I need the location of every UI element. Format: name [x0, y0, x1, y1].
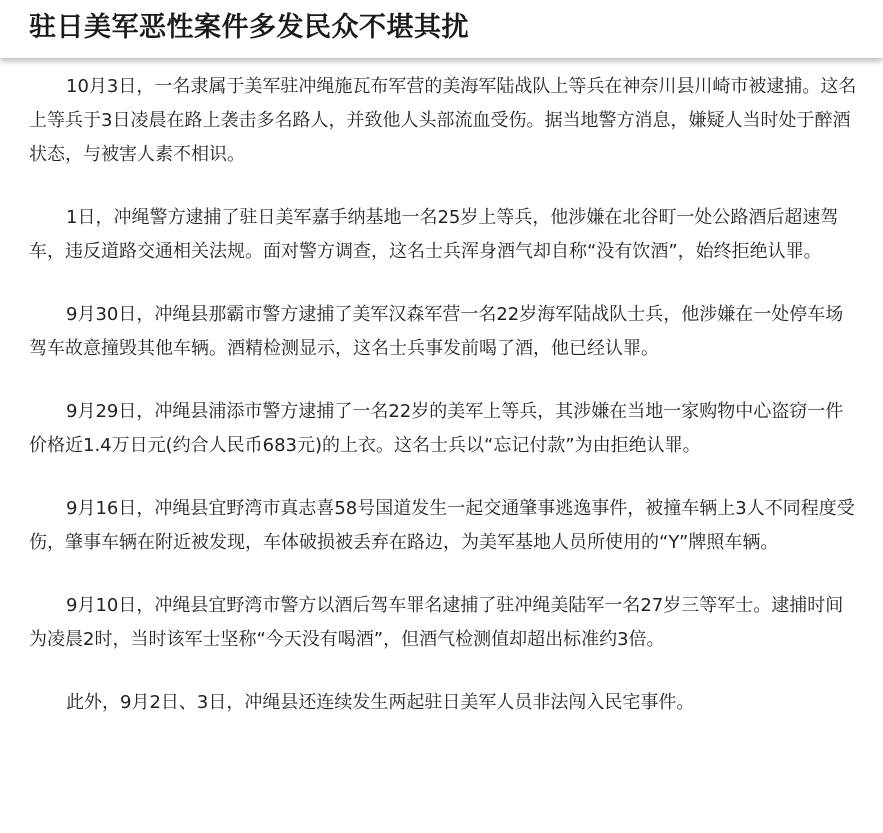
article-paragraph: 9月10日，冲绳县宜野湾市警方以酒后驾车罪名逮捕了驻冲绳美陆军一名27岁三等军士。逮捕时间为凌晨2时，当时该军士坚称“今天没有喝酒”，但酒气检测值却超出标准约3倍。: [29, 595, 844, 650]
article-header: [0, 0, 883, 58]
article-paragraph: 1日，冲绳警方逮捕了驻日美军嘉手纳基地一名25岁上等兵，他涉嫌在北谷町一处公路酒后超速驾车，违反道路交通相关法规。面对警方调查，这名士兵浑身酒气却自称“没有饮酒”，始终拒绝认罪。: [29, 207, 839, 262]
article-paragraph: 9月16日，冲绳县宜野湾市真志喜58号国道发生一起交通肇事逃逸事件，被撞车辆上3人不同程度受伤，肇事车辆在附近被发现，车体破损被丢弃在路边，为美军基地人员所使用的“Y”牌照车辆。: [29, 498, 855, 553]
article-paragraph: 9月29日，冲绳县浦添市警方逮捕了一名22岁的美军上等兵，其涉嫌在当地一家购物中心盗窃一件价格近1.4万日元(约合人民币683元)的上衣。这名士兵以“忘记付款”为由拒绝认罪。: [29, 401, 844, 456]
article-paragraph: 此外，9月2日、3日，冲绳县还连续发生两起驻日美军人员非法闯入民宅事件。: [66, 692, 695, 713]
article-paragraph: 10月3日，一名隶属于美军驻冲绳施瓦布军营的美海军陆战队上等兵在神奈川县川崎市被逮捕。这名上等兵于3日凌晨在路上袭击多名路人，并致他人头部流血受伤。据当地警方消息，嫌疑人当时处于醉酒状态，与被害人素不相识。: [29, 76, 857, 165]
article-paragraph: 9月30日，冲绳县那霸市警方逮捕了美军汉森军营一名22岁海军陆战队士兵，他涉嫌在一处停车场驾车故意撞毁其他车辆。酒精检测显示，这名士兵事发前喝了酒，他已经认罪。: [29, 304, 844, 359]
article-body: [29, 70, 859, 749]
article-title: 驻日美军恶性案件多发民众不堪其扰: [29, 12, 469, 43]
